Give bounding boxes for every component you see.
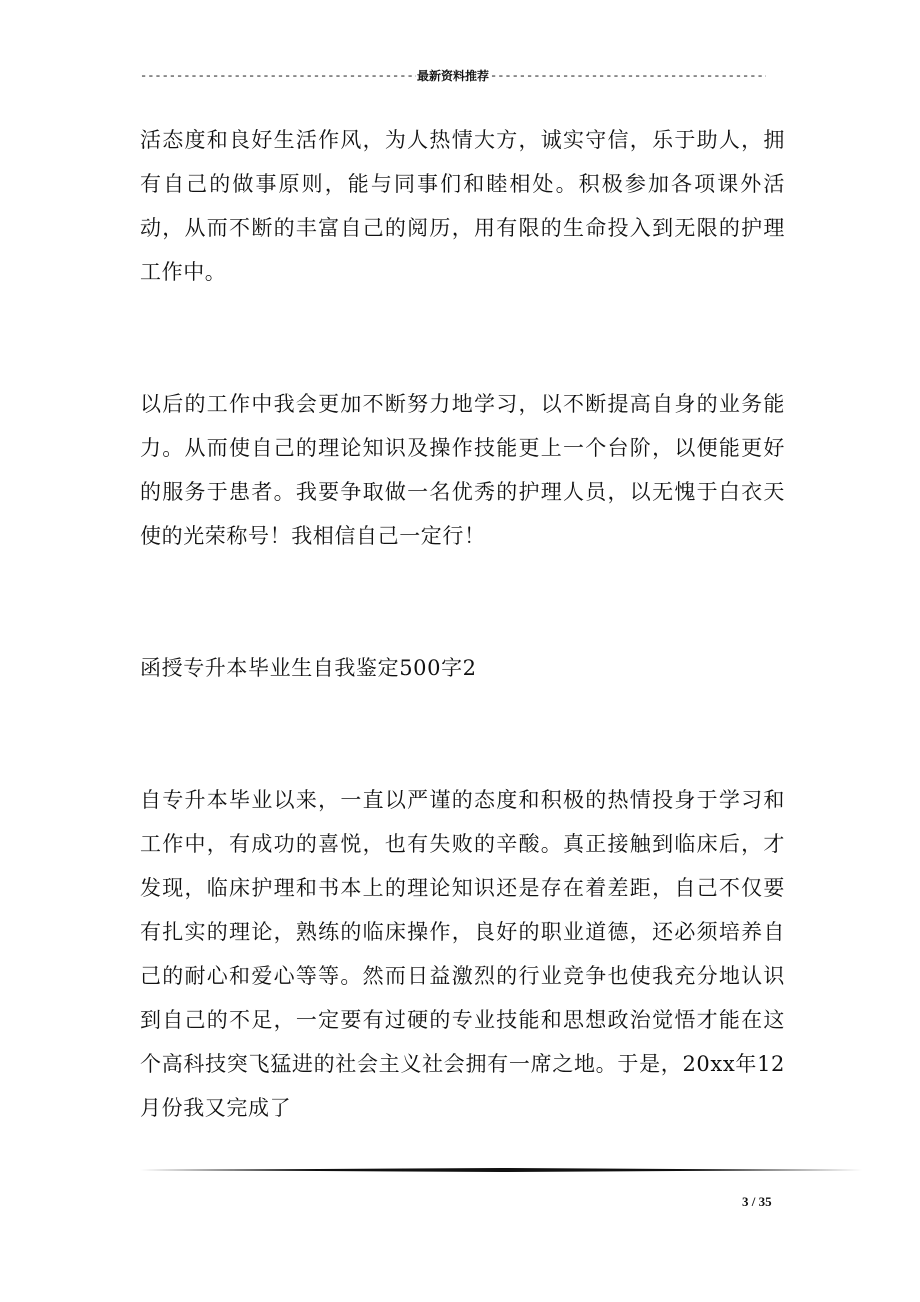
page-number: 3 / 35 <box>742 1194 772 1209</box>
header-title: 最新资料推荐 <box>416 69 489 83</box>
blank-gap <box>140 558 785 646</box>
paragraph-3: 自专升本毕业以来，一直以严谨的态度和积极的热情投身于学习和工作中，有成功的喜悦，也有失败的辛酸。真正接触到临床后，才发现，临床护理和书本上的理论知识还是存在着差距，自己不仅要有扎实的理论，熟练的临床操作，良好的职业道德，还必须培养自己的耐心和爱心等等。然而日益激烈的行业竞争也使我充分地认识到自己的不足，一定要有过硬的专业技能和思想政治觉悟才能在这个高科技突飞猛进的社会主义社会拥有一席之地。于是，20xx年12月份我又完成了 <box>140 788 785 1120</box>
blank-gap <box>140 294 785 382</box>
blank-gap <box>140 690 785 778</box>
document-body <box>140 118 785 1130</box>
header-dashes-left <box>140 68 416 84</box>
paragraph-1: 活态度和良好生活作风，为人热情大方，诚实守信，乐于助人，拥有自己的做事原则，能与同事们和睦相处。积极参加各项课外活动，从而不断的丰富自己的阅历，用有限的生命投入到无限的护理工作中。 <box>140 128 785 284</box>
footer-rule-shape <box>140 1168 862 1172</box>
paragraph-2: 以后的工作中我会更加不断努力地学习，以不断提高自身的业务能力。从而使自己的理论知识及操作技能更上一个台阶，以便能更好的服务于患者。我要争取做一名优秀的护理人员，以无愧于白衣天使的光荣称号！我相信自己一定行！ <box>140 392 785 548</box>
page-header <box>140 68 766 84</box>
section-heading: 函授专升本毕业生自我鉴定500字2 <box>140 656 477 680</box>
header-dashes-right <box>490 68 766 84</box>
footer-rule <box>140 1168 862 1172</box>
